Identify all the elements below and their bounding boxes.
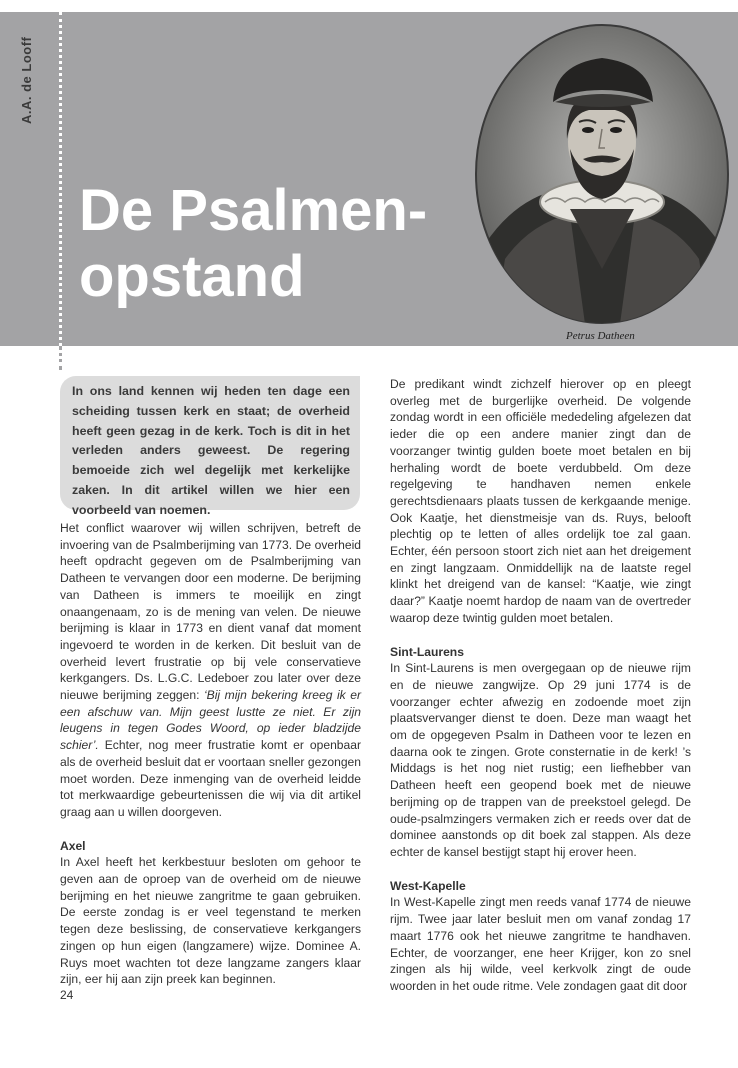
- left-column: [60, 520, 361, 988]
- left-paragraph-text-a: Het conflict waarover wij willen schrijven, betreft de invoering van de Psalmberijming van 1773. De overheid heeft opdracht gegeven om de Psalmberijming van Datheen te vervangen door een moderne. De berijming van Datheen is immers te moeilijk en zingt onaangenaam, zo is de mening van velen. De nieuwe berijming is klaar in 1773 en dient vanaf dat moment ingevoerd te worden in de kerken. Dit besluit van de overheid levert frustratie op bij vele conservatieve kerkgangers. Ds. L.G.C. Ledeboer zou later over deze nieuwe berijming zeggen:: [60, 521, 361, 703]
- title-line-2: opstand: [79, 244, 305, 309]
- intro-box: In ons land kennen wij heden ten dage een scheiding tussen kerk en staat; de overheid heeft geen gezag in de kerk. Toch is dit in het verleden anders geweest. De regering bemoeide zich wel degelijk met kerkelijke zaken. In dit artikel willen we hier een voorbeeld van noemen.: [60, 376, 360, 510]
- title-line-1: De Psalmen-: [79, 178, 428, 243]
- page-number: 24: [60, 988, 74, 1002]
- dotted-divider: [59, 12, 62, 346]
- ledeboer-quote: ‘Bij mijn bekering kreeg ik er een afschuw van. Mijn geest lustte ze niet. Er zijn leugens in tegen Godes Woord, op ieder bladzijde schier’.: [60, 688, 361, 753]
- page-title: [79, 178, 459, 310]
- left-paragraph: [60, 520, 361, 821]
- right-paragraph: De predikant windt zichzelf hierover op en pleegt overleg met de burgerlijke overheid. De volgende zondag wordt in een officiële mededeling afgelezen dat ieder die op een andere manier zingt dan de voorzanger twintig gulden boete moet betalen en bij herhaling wordt de boete verdubbeld. Om deze regelgeving te handhaven nemen enkele gerechtsdienaars plaats tussen de kerkgaande menige. Ook Kaatje, het dienstmeisje van ds. Ruys, belooft plechtig op te letten of alles ordelijk toe zal gaan. Echter, één persoon stoort zich niet aan het dreigement en zingt langzaam. Onmiddellijk na de laatste regel klinkt het dreigend van de kansel: “Kaatje, wie zingt daar?” Kaatje noemt hardop de naam van de overtreder waarop deze twintig gulden moet betalen.: [390, 377, 691, 625]
- section-heading-axel: Axel: [60, 838, 86, 853]
- dotted-divider-lower: [59, 346, 62, 370]
- left-paragraph-text-b: Echter, nog meer frustratie komt er openbaar als de overheid besluit dat er voortaan sneller gezongen moet worden. Deze inmenging van de overheid leidde tot merkwaardige gebeurtenissen die wij via dit artikel graag aan u willen doorgeven.: [60, 738, 361, 819]
- portrait-image: [475, 24, 729, 324]
- section-heading-sint-laurens: Sint-Laurens: [390, 644, 464, 659]
- section-heading-west-kapelle: West-Kapelle: [390, 878, 466, 893]
- author-name: A.A. de Looff: [19, 36, 34, 124]
- section-text-axel: In Axel heeft het kerkbestuur besloten om gehoor te geven aan de oproep van de overheid om de nieuwe berijming en het nieuwe zangritme te gaan gebruiken. De eerste zondag is er veel tegenstand te merken tegen deze beslissing, de conservatieve kerkgangers zingen op hun eigen (langzamere) wijze. Dominee A. Ruys moet wachten tot deze langzame zangers klaar zijn, eer hij aan zijn preek kan beginnen.: [60, 855, 361, 987]
- section-text-west-kapelle: In West-Kapelle zingt men reeds vanaf 1774 de nieuwe rijm. Twee jaar later besluit men om vanaf zondag 17 maart 1776 ook het nieuwe zangritme te handhaven. Echter, de voorzanger, ene heer Krijger, kon zo snel zingen als hij wilde, veel kerkvolk zingt de oude woorden in het oude ritme. Vele zondagen gaat dit door: [390, 895, 691, 993]
- portrait-caption: Petrus Datheen: [566, 330, 635, 342]
- section-text-sint-laurens: In Sint-Laurens is men overgegaan op de nieuwe rijm en de nieuwe zangwijze. Op 29 juni 1774 is de voorzanger echter afwezig en zodoende moet zijn plaatsvervanger dienst te doen. Deze man waagt het om de opgegeven Psalm in Datheen voor te lezen en daarna ook te zingen. Grote consternatie in de kerk! ’s Middags is het nog niet rustig; een liefhebber van Datheen heeft een geopend boek met de nieuwe berijming op de trappen van de preekstoel gelegd. De oude-psalmzingers vermaken zich er reeds over dat de dominee aanstonds op dit boek zal stappen. Als deze echter de kansel bestijgt stapt hij erover heen.: [390, 661, 691, 859]
- right-column: [390, 376, 691, 995]
